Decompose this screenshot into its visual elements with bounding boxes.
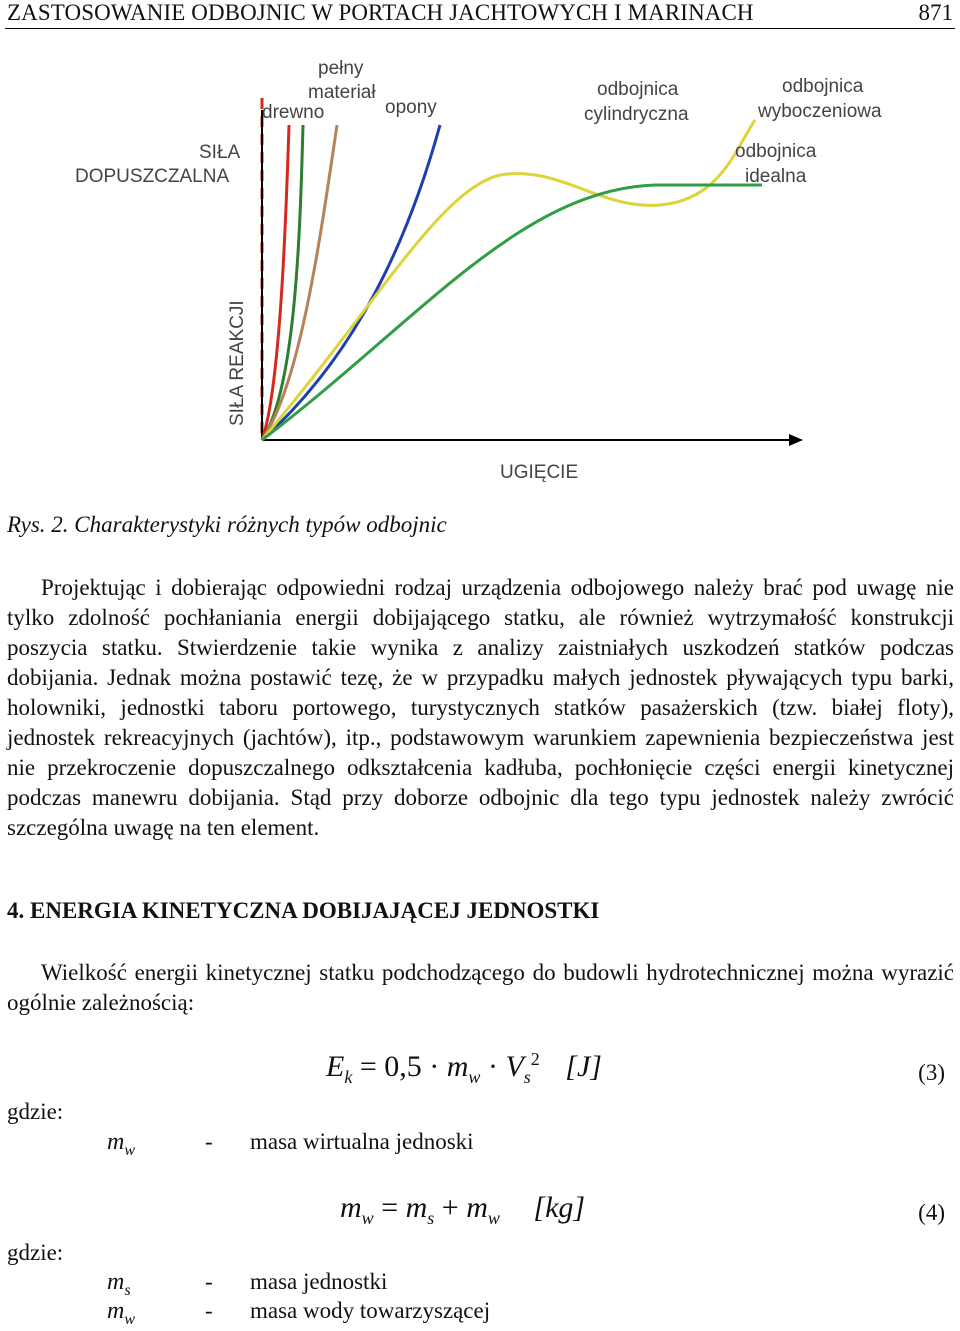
label-pelny-2: materiał bbox=[308, 82, 376, 103]
def3-description: masa wody towarzyszącej bbox=[250, 1298, 491, 1323]
eq3-sub-k: k bbox=[344, 1067, 353, 1087]
def1-m: m bbox=[107, 1129, 125, 1155]
def1-symbol bbox=[107, 1129, 135, 1160]
eq3-V: V bbox=[505, 1050, 524, 1083]
eq4-unit: [kg] bbox=[533, 1191, 586, 1224]
eq4-sub-w3: w bbox=[487, 1208, 500, 1228]
def1-description: masa wirtualna jednoski bbox=[250, 1129, 474, 1154]
eq4-m1: m bbox=[340, 1191, 362, 1224]
def2-m: m bbox=[107, 1269, 125, 1295]
curve-wyboczeniowa bbox=[262, 120, 755, 440]
label-sila-dopuszczalna-1: SIŁA bbox=[199, 142, 241, 163]
eq3-E: E bbox=[326, 1050, 345, 1083]
eq4-plus: + bbox=[434, 1191, 467, 1224]
eq3-equals: = 0,5 · bbox=[352, 1050, 447, 1083]
label-drewno: drewno bbox=[262, 102, 325, 123]
paragraph-design-considerations: Projektując i dobierając odpowiedni rodzaj urządzenia odbojowego należy brać pod uwagę nie tylko zdolność pochłaniania energii dobijającego statku, ale również wytrzymałość konstrukcji poszycia statku. Stwierdzenie takie wynika z analizy zaistniałych uszkodzeń statków podczas dobijania. Jednak można postawić tezę, że w przypadku małych jednostek pływających typu barki, holowniki, jednostki taboru portowego, turystycznych statków pasażerskich (tzw. białej floty), jednostek rekreacyjnych (jachtów), itp., podstawowym warunkiem zapewnienia bezpieczeństwa jest nie przekroczenie dopuszczalnego odkształcenia kadłuba, pochłonięcie części energii kinetycznej podczas manewru dobijania. Stąd przy doborze odbojnic dla tego typu jednostek należy zwrócić szczególna uwagę na ten element. bbox=[7, 575, 954, 840]
eq4-m3: m bbox=[466, 1191, 488, 1224]
figure-caption: Rys. 2. Charakterystyki różnych typów odbojnic bbox=[7, 512, 447, 537]
page-number: 871 bbox=[918, 0, 953, 25]
equation-4 bbox=[340, 1191, 585, 1229]
def2-dash: - bbox=[205, 1269, 213, 1294]
label-sila-dopuszczalna-2: DOPUSZCZALNA bbox=[75, 166, 230, 187]
header-title: ZASTOSOWANIE ODBOJNIC W PORTACH JACHTOWYCH I MARINACH bbox=[7, 0, 754, 25]
def3-sub: w bbox=[124, 1310, 136, 1328]
where-label-2: gdzie: bbox=[7, 1240, 64, 1265]
figure-svg bbox=[0, 40, 960, 500]
label-opony: opony bbox=[385, 97, 437, 118]
label-wyboczeniowa-1: odbojnica bbox=[782, 76, 864, 97]
eq4-sub-w1: w bbox=[361, 1208, 374, 1228]
label-cylindryczna-1: odbojnica bbox=[597, 79, 679, 100]
def2-description: masa jednostki bbox=[250, 1269, 388, 1294]
def1-sub: w bbox=[124, 1141, 136, 1159]
label-ugiecie: UGIĘCIE bbox=[500, 462, 579, 483]
where-label-1: gdzie: bbox=[7, 1099, 64, 1124]
equation-3-number: (3) bbox=[918, 1060, 945, 1085]
paragraph-kinetic-energy: Wielkość energii kinetycznej statku podchodzącego do budowli hydrotechnicznej można wyrazić ogólnie zależnością: bbox=[7, 960, 954, 1015]
eq4-m2: m bbox=[405, 1191, 428, 1224]
eq3-m: m bbox=[446, 1050, 469, 1083]
equation-4-number: (4) bbox=[918, 1200, 945, 1225]
label-wyboczeniowa-2: wyboczeniowa bbox=[758, 101, 882, 122]
eq3-exponent: 2 bbox=[530, 1049, 540, 1069]
def3-dash: - bbox=[205, 1298, 213, 1323]
eq3-sub-s: s bbox=[523, 1067, 531, 1087]
label-idealna-2: idealna bbox=[745, 166, 807, 187]
curve-idealna bbox=[262, 185, 762, 440]
eq4-equals: = bbox=[373, 1191, 406, 1224]
eq3-sub-w: w bbox=[468, 1067, 481, 1087]
def1-dash: - bbox=[205, 1129, 213, 1154]
def3-symbol bbox=[107, 1298, 135, 1329]
running-header bbox=[5, 0, 955, 29]
def2-symbol bbox=[107, 1269, 131, 1300]
eq4-sub-s: s bbox=[427, 1208, 435, 1228]
equation-3 bbox=[326, 1049, 602, 1088]
label-cylindryczna-2: cylindryczna bbox=[584, 104, 689, 125]
eq3-unit: [J] bbox=[565, 1050, 602, 1083]
label-sila-reakcji: SIŁA REAKCJI bbox=[227, 300, 248, 426]
label-pelny-1: pełny bbox=[318, 58, 364, 79]
section-heading: 4. ENERGIA KINETYCZNA DOBIJAJĄCEJ JEDNOSTKI bbox=[7, 898, 600, 923]
fender-characteristics-figure bbox=[0, 40, 960, 500]
def2-sub: s bbox=[124, 1281, 131, 1299]
eq3-dot: · bbox=[480, 1050, 506, 1083]
label-idealna-1: odbojnica bbox=[735, 141, 817, 162]
def3-m: m bbox=[107, 1298, 125, 1324]
x-axis-arrowhead bbox=[789, 434, 803, 446]
